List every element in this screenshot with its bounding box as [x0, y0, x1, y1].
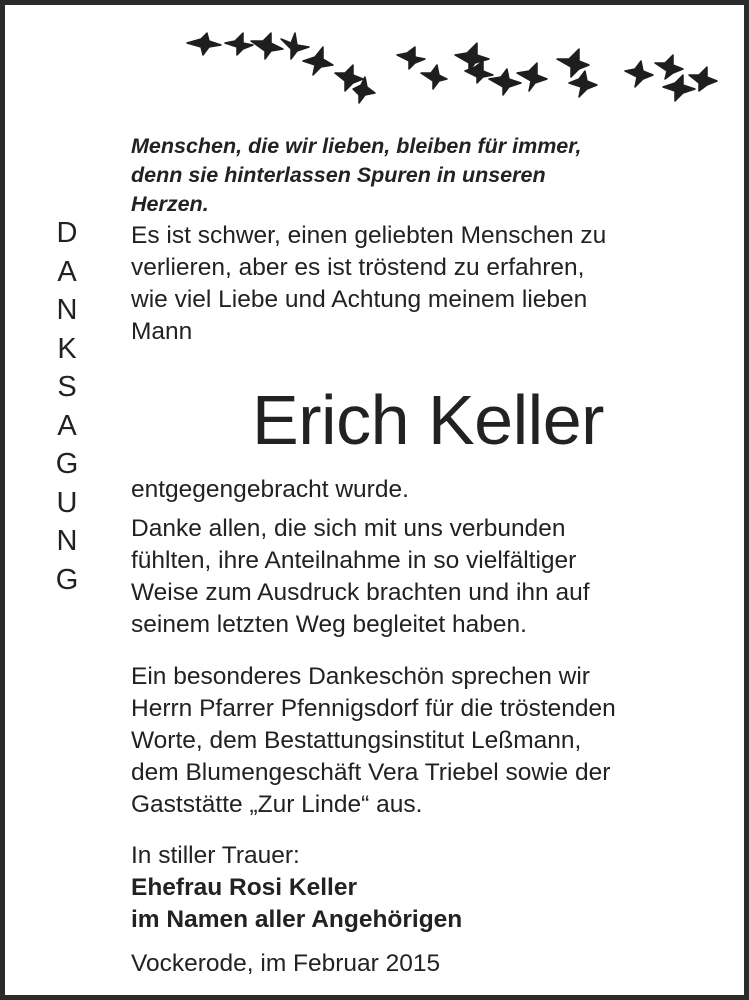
heading-letter: A: [57, 409, 77, 442]
heading-letter: N: [56, 294, 78, 326]
place-date: Vockerode, im Februar 2015: [131, 950, 441, 977]
heading-letter: K: [57, 332, 77, 365]
special-line: Worte, dem Bestattungsinstitut Leßmann,: [131, 727, 582, 754]
quote-line: Herzen.: [131, 192, 209, 216]
after-name-text: entgegengebracht wurde.: [131, 476, 409, 503]
signature-relatives: im Namen aller Angehörigen: [131, 906, 463, 933]
intro-line: Mann: [131, 318, 193, 345]
thanks-line: Weise zum Ausdruck brachten und ihn auf: [131, 579, 590, 606]
signature-block: [131, 840, 731, 936]
intro-line: wie viel Liebe und Achtung meinem lieben: [131, 286, 588, 313]
signature-intro: In stiller Trauer:: [131, 842, 300, 869]
intro-line: verlieren, aber es ist tröstend zu erfahren,: [131, 254, 585, 281]
deceased-name: Erich Keller: [252, 381, 604, 459]
quote-line: denn sie hinterlassen Spuren in unseren: [131, 163, 546, 187]
flock-of-birds-image: [185, 19, 720, 111]
quote-line: Menschen, die wir lieben, bleiben für immer,: [131, 134, 582, 158]
thanks-line: seinem letzten Weg begleitet haben.: [131, 611, 527, 638]
thanks-line: fühlten, ihre Anteilnahme in so vielfältiger: [131, 547, 577, 574]
signature-name: Ehefrau Rosi Keller: [131, 874, 358, 901]
thanks-line: Danke allen, die sich mit uns verbunden: [131, 515, 566, 542]
intro-paragraph: [131, 220, 731, 348]
special-thanks-paragraph: [131, 661, 731, 821]
heading-letter: N: [56, 525, 78, 557]
thanks-paragraph: [131, 513, 731, 641]
special-line: dem Blumengeschäft Vera Triebel sowie der: [131, 759, 611, 786]
special-line: Ein besonderes Dankeschön sprechen wir: [131, 663, 590, 690]
heading-letter: S: [57, 371, 77, 403]
special-line: Gaststätte „Zur Linde“ aus.: [131, 791, 423, 818]
vertical-heading-danksagung: [47, 214, 87, 599]
heading-letter: G: [55, 448, 79, 480]
memorial-quote: [131, 132, 731, 219]
special-line: Herrn Pfarrer Pfennigsdorf für die tröstenden: [131, 695, 616, 722]
notice-content: [131, 132, 731, 980]
heading-letter: G: [55, 563, 79, 596]
heading-letter: D: [56, 217, 78, 249]
heading-letter: U: [56, 486, 78, 519]
heading-letter: A: [57, 255, 77, 288]
intro-line: Es ist schwer, einen geliebten Menschen zu: [131, 222, 607, 249]
